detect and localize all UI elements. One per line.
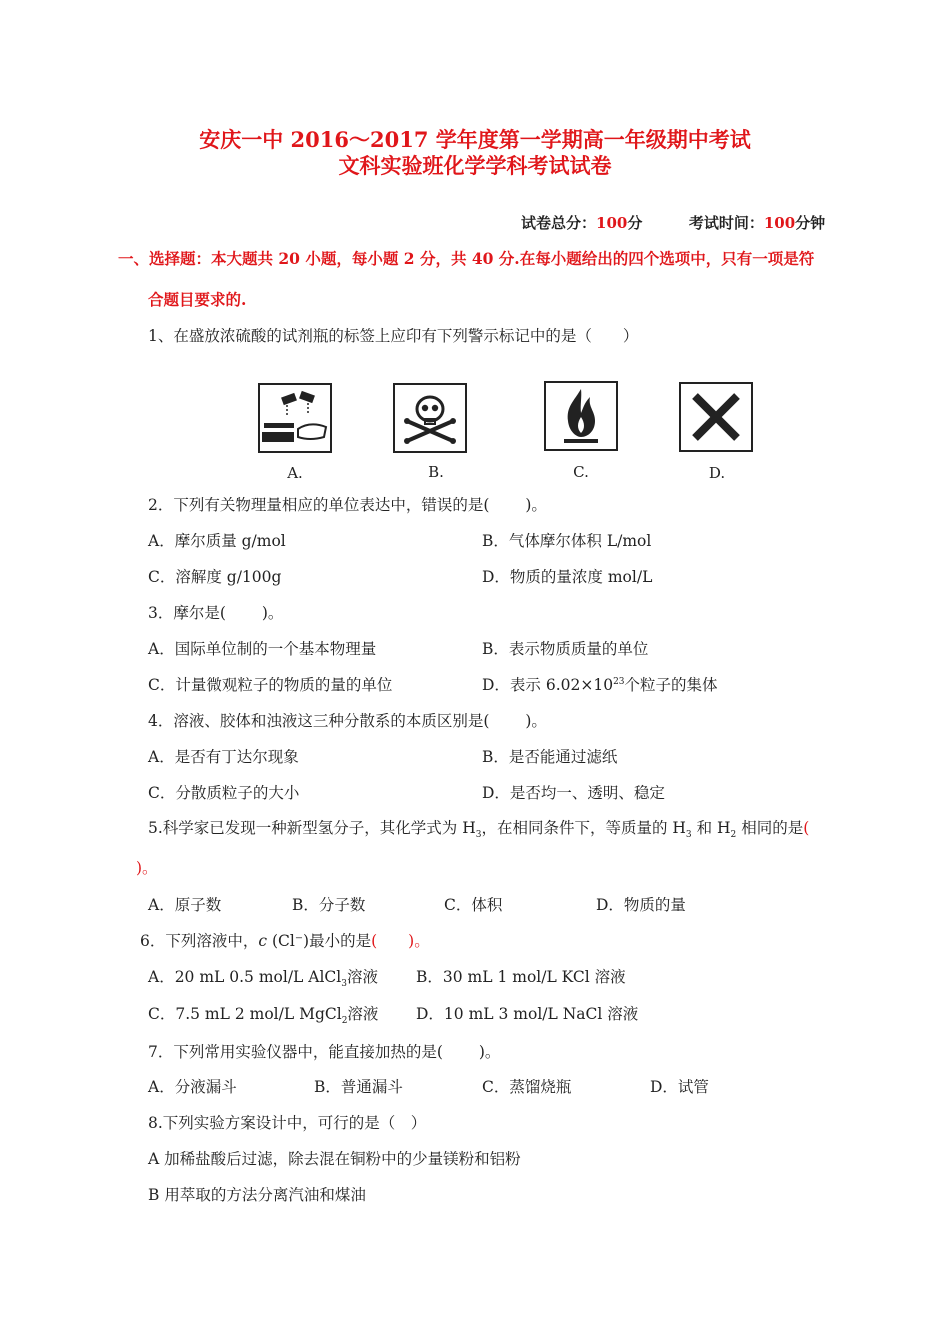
- exam-time-value: 100: [763, 214, 796, 232]
- q6-option-b: B．30 mL 1 mol/L KCl 溶液: [416, 968, 626, 986]
- exam-time-unit: 分钟: [795, 214, 826, 232]
- q4-option-c: C．分散质粒子的大小: [148, 784, 300, 802]
- q6-option-a-text: A．20 mL 0.5 mol/L AlCl: [148, 968, 342, 986]
- q6-option-a-text-end: 溶液: [346, 968, 378, 986]
- q5-option-d: D．物质的量: [596, 896, 686, 914]
- q6-stem-symbol-c: c: [258, 932, 268, 950]
- q3-option-c: C．计量微观粒子的物质的量的单位: [148, 676, 393, 694]
- q3-option-a: A．国际单位制的一个基本物理量: [148, 640, 377, 658]
- q5-option-c: C．体积: [444, 896, 503, 914]
- q2-option-a: A．摩尔质量 g/mol: [148, 532, 286, 550]
- total-score-unit: 分: [627, 214, 643, 232]
- q5-answer-paren-open: (: [803, 819, 810, 837]
- q2-option-c: C．溶解度 g/100g: [148, 568, 282, 586]
- exam-title-line2: 文科实验班化学学科考试试卷: [338, 153, 612, 178]
- exam-meta: [521, 212, 825, 233]
- q3-option-d-text: D．表示 6.02×10: [482, 676, 614, 694]
- q6-stem-text-1: 6．下列溶液中，: [140, 932, 259, 950]
- q4-option-b: B．是否能通过滤纸: [482, 748, 618, 766]
- total-score-value: 100: [596, 214, 628, 232]
- q1-label-c: C.: [573, 463, 589, 481]
- q6-option-c-text: C．7.5 mL 2 mol/L MgCl: [148, 1005, 342, 1023]
- q5-stem-text-3: 和 H: [691, 819, 731, 837]
- section-intro-line2: 合题目要求的.: [148, 290, 247, 309]
- q5-stem-text-2: ，在相同条件下，等质量的 H: [481, 819, 686, 837]
- q6-option-c-sub: 2: [341, 1016, 348, 1027]
- q5-stem-text-1: 5.科学家已发现一种新型氢分子，其化学式为 H: [148, 819, 476, 837]
- q6-option-a: [148, 965, 378, 989]
- q5-stem-text-4: 相同的是: [736, 819, 804, 837]
- q6-option-a-sub: 3: [341, 979, 347, 990]
- q1-label-d: D.: [708, 464, 726, 482]
- q3-option-d: [482, 673, 718, 695]
- q4-stem: 4．溶液、胶体和浊液这三种分散系的本质区别是( )。: [148, 712, 547, 730]
- q7-option-a: A．分液漏斗: [148, 1078, 237, 1096]
- q5-stem-sub-3: 2: [730, 830, 737, 841]
- q6-option-d: D．10 mL 3 mol/L NaCl 溶液: [416, 1005, 639, 1023]
- q7-stem: 7．下列常用实验仪器中，能直接加热的是( )。: [148, 1043, 501, 1061]
- harmful-x-icon: [679, 382, 753, 452]
- total-score-label: 试卷总分：: [521, 214, 597, 232]
- q4-option-d: D．是否均一、透明、稳定: [482, 784, 665, 802]
- q3-stem: 3．摩尔是( )。: [148, 604, 284, 622]
- q1-stem: 1、在盛放浓硫酸的试剂瓶的标签上应印有下列警示标记中的是（ ）: [148, 327, 639, 345]
- q7-option-b: B．普通漏斗: [314, 1078, 403, 1096]
- q2-option-b: B．气体摩尔体积 L/mol: [482, 532, 652, 550]
- q6-answer-paren: ( )。: [371, 932, 430, 950]
- q5-stem-sub-1: 3: [475, 830, 482, 841]
- q3-option-d-exponent: 23: [613, 676, 625, 687]
- q6-stem: [140, 929, 430, 951]
- q1-label-b: B.: [428, 463, 444, 481]
- q5-option-b: B．分子数: [292, 896, 366, 914]
- q5-stem-sub-2: 3: [685, 830, 692, 841]
- corrosive-icon: [258, 383, 332, 453]
- q5-option-a: A．原子数: [148, 896, 222, 914]
- q7-option-c: C．蒸馏烧瓶: [482, 1078, 572, 1096]
- exam-title-line1: 安庆一中 2016～2017 学年度第一学期高一年级期中考试: [199, 127, 751, 152]
- q2-option-d: D．物质的量浓度 mol/L: [482, 568, 653, 586]
- exam-time-label: 考试时间：: [688, 214, 764, 232]
- q6-stem-text-2: (Cl⁻)最小的是: [267, 932, 372, 950]
- q6-option-c: [148, 1002, 378, 1026]
- q2-stem: 2．下列有关物理量相应的单位表达中，错误的是( )。: [148, 496, 547, 514]
- q3-option-d-text-end: 个粒子的集体: [624, 676, 718, 694]
- q6-option-c-text-end: 溶液: [347, 1005, 379, 1023]
- q4-option-a: A．是否有丁达尔现象: [148, 748, 299, 766]
- q8-option-b: B 用萃取的方法分离汽油和煤油: [148, 1186, 366, 1204]
- section-intro-line1: 一、选择题：本大题共 20 小题，每小题 2 分，共 40 分.在每小题给出的四个选项中，只有一项是符: [118, 249, 815, 268]
- q5-answer-paren-close: )。: [136, 859, 158, 877]
- q8-option-a: A 加稀盐酸后过滤，除去混在铜粉中的少量镁粉和铝粉: [148, 1150, 521, 1168]
- q5-stem: [148, 816, 809, 840]
- q1-label-a: A.: [287, 464, 303, 482]
- q3-option-b: B．表示物质质量的单位: [482, 640, 649, 658]
- toxic-skull-icon: [393, 383, 467, 453]
- q8-stem: 8.下列实验方案设计中，可行的是（ ）: [148, 1114, 427, 1132]
- flammable-flame-icon: [544, 381, 618, 451]
- q7-option-d: D．试管: [650, 1078, 709, 1096]
